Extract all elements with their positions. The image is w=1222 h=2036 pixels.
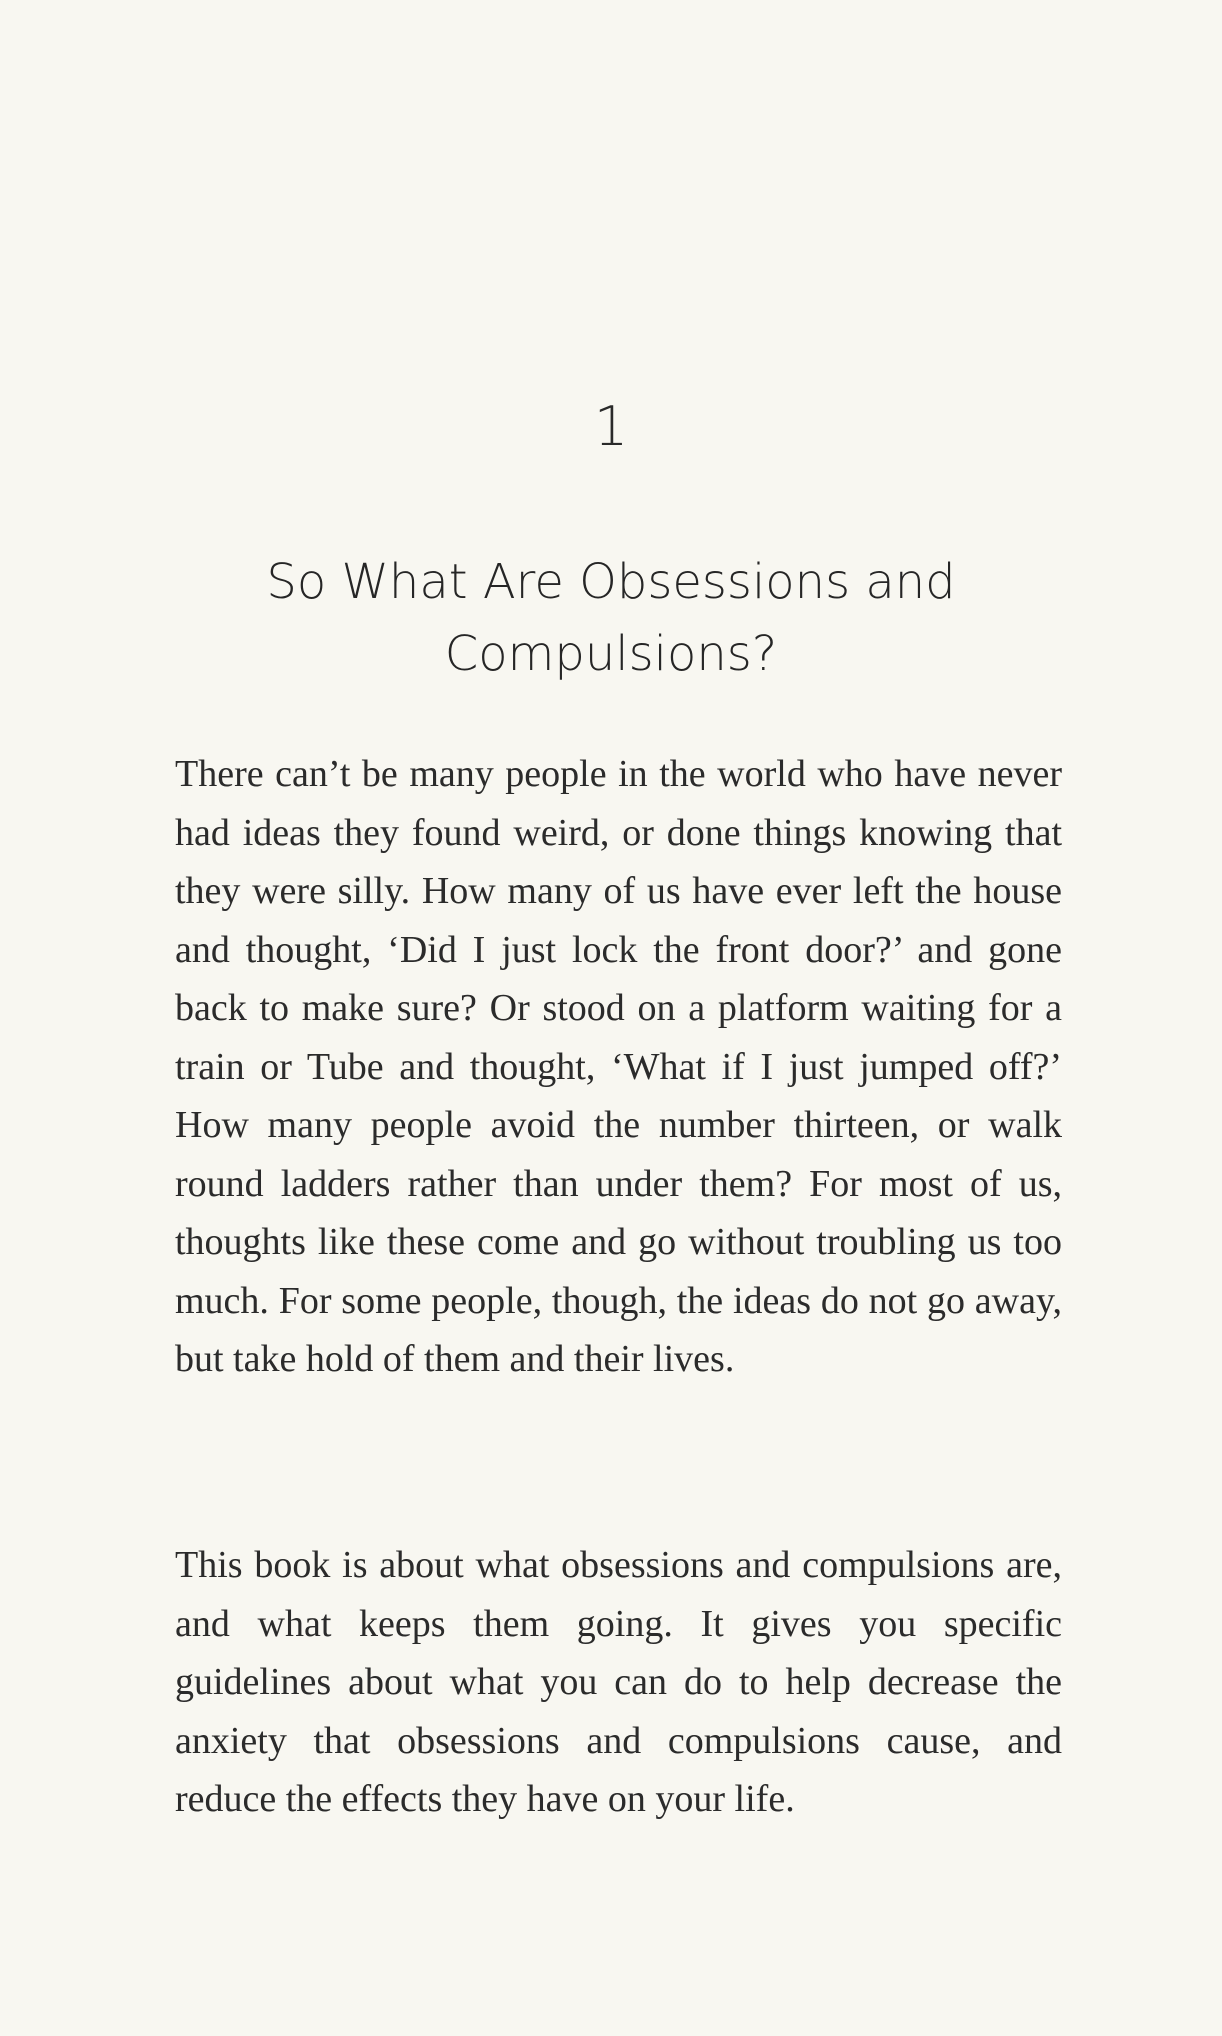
body-paragraph-2: This book is about what obsessions and compulsions are, and what keeps them going. It gives you specific guidelines about what you can do to help decrease the anxiety that obsessions and compulsions cause, and reduce the effects they have on your life. (175, 1544, 1062, 1820)
chapter-title: So What Are Obsessions and Compulsions? (266, 554, 956, 682)
chapter-number: 1 (593, 395, 629, 458)
body-paragraph-1: There can’t be many people in the world who have never had ideas they found weird, or done things knowing that they were silly. How many of us have ever left the house and thought, ‘Did I just lock the front door?’ and gone back to make sure? Or stood on a platform waiting for a train or Tube and thought, ‘What if I just jumped off?’ How many people avoid the number thirteen, or walk round ladders rather than under them? For most of us, thoughts like these come and go without troubling us too much. For some people, though, the ideas do not go away, but take hold of them and their lives. (175, 753, 1062, 1380)
